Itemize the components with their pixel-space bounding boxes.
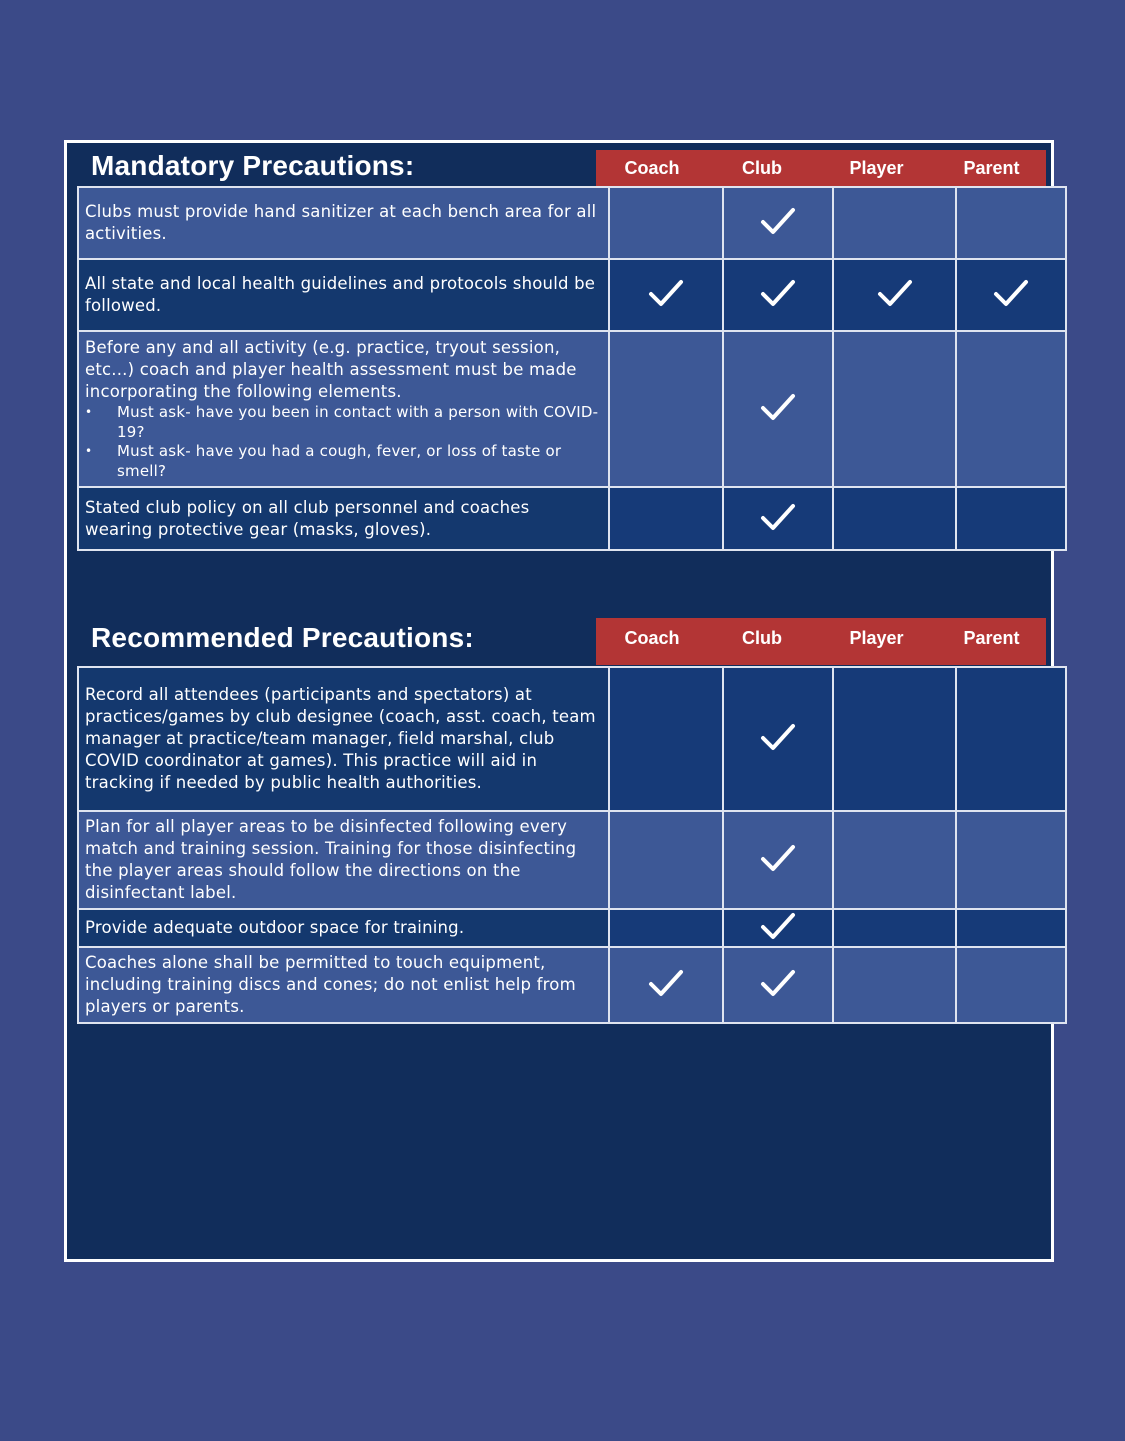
- row-description: Coaches alone shall be permitted to touch equipment, including training discs and cones; do not enlist help from players or parents.: [78, 947, 609, 1023]
- section-title-mandatory: Mandatory Precautions:: [91, 150, 415, 181]
- check-cell: [956, 187, 1066, 259]
- check-cell: [833, 259, 956, 331]
- check-cell: [956, 331, 1066, 487]
- checkmark-icon: [760, 392, 796, 422]
- check-cell: [956, 487, 1066, 550]
- column-header-club: Club: [742, 158, 782, 178]
- checkmark-icon: [648, 968, 684, 998]
- check-cell: [833, 811, 956, 909]
- checkmark-icon: [877, 278, 913, 308]
- check-cell: [956, 811, 1066, 909]
- check-cell: [956, 947, 1066, 1023]
- table-row: [78, 487, 1066, 550]
- check-cell: [956, 259, 1066, 331]
- check-cell: [609, 331, 723, 487]
- checkmark-icon: [760, 722, 796, 752]
- check-cell: [609, 909, 723, 947]
- row-description-text: Before any and all activity (e.g. practice, tryout session, etc...) coach and player health assessment must be made incorporating the following elements.: [85, 338, 577, 401]
- table-row: [78, 909, 1066, 947]
- check-cell: [833, 909, 956, 947]
- column-header-parent: Parent: [963, 628, 1020, 648]
- check-cell: [609, 947, 723, 1023]
- column-header-player: Player: [849, 158, 904, 178]
- column-header-parent: Parent: [963, 158, 1020, 178]
- check-cell: [723, 811, 833, 909]
- column-header-row: [596, 150, 1046, 187]
- column-header-coach: Coach: [624, 158, 680, 178]
- row-description: Record all attendees (participants and spectators) at practices/games by club designee (coach, asst. coach, team manager at practice/team manager, field marshal, club COVID coordinator at games). This practice will aid in tracking if needed by public health authorities.: [78, 667, 609, 811]
- row-description: [78, 331, 609, 487]
- check-cell: [723, 487, 833, 550]
- section-title-recommended: Recommended Precautions:: [91, 622, 474, 653]
- list-item: • Must ask- have you had a cough, fever, or loss of taste or smell?: [117, 442, 602, 481]
- check-cell: [723, 259, 833, 331]
- row-description: Clubs must provide hand sanitizer at each bench area for all activities.: [78, 187, 609, 259]
- check-cell: [833, 947, 956, 1023]
- check-cell: [723, 331, 833, 487]
- table-row: [78, 331, 1066, 487]
- checkmark-icon: [760, 206, 796, 236]
- checkmark-icon: [760, 968, 796, 998]
- recommended-table: [77, 666, 1067, 1024]
- column-header-row: [596, 618, 1046, 665]
- check-cell: [833, 187, 956, 259]
- column-header-club: Club: [742, 628, 782, 648]
- check-cell: [723, 187, 833, 259]
- checkmark-icon: [993, 278, 1029, 308]
- check-cell: [609, 487, 723, 550]
- checkmark-icon: [648, 278, 684, 308]
- mandatory-table: [77, 186, 1067, 551]
- row-description: All state and local health guidelines and protocols should be followed.: [78, 259, 609, 331]
- checkmark-icon: [760, 911, 796, 941]
- check-cell: [609, 811, 723, 909]
- column-header-coach: Coach: [624, 628, 680, 648]
- check-cell: [833, 487, 956, 550]
- row-description: Plan for all player areas to be disinfected following every match and training session. Training for those disinfecting the player areas should follow the directions on the disinfectant label.: [78, 811, 609, 909]
- check-cell: [833, 667, 956, 811]
- check-cell: [609, 667, 723, 811]
- check-cell: [833, 331, 956, 487]
- checkmark-icon: [760, 502, 796, 532]
- row-description: Stated club policy on all club personnel and coaches wearing protective gear (masks, gloves).: [78, 487, 609, 550]
- table-row: [78, 187, 1066, 259]
- check-cell: [956, 909, 1066, 947]
- table-row: [78, 259, 1066, 331]
- list-item: • Must ask- have you been in contact with a person with COVID-19?: [117, 403, 602, 442]
- row-description: Provide adequate outdoor space for training.: [78, 909, 609, 947]
- check-cell: [609, 259, 723, 331]
- bullet-list: [85, 403, 602, 481]
- check-cell: [723, 947, 833, 1023]
- table-row: [78, 947, 1066, 1023]
- check-cell: [723, 667, 833, 811]
- table-row: [78, 667, 1066, 811]
- checkmark-icon: [760, 278, 796, 308]
- check-cell: [609, 187, 723, 259]
- check-cell: [723, 909, 833, 947]
- column-header-player: Player: [849, 628, 904, 648]
- checkmark-icon: [760, 843, 796, 873]
- check-cell: [956, 667, 1066, 811]
- table-row: [78, 811, 1066, 909]
